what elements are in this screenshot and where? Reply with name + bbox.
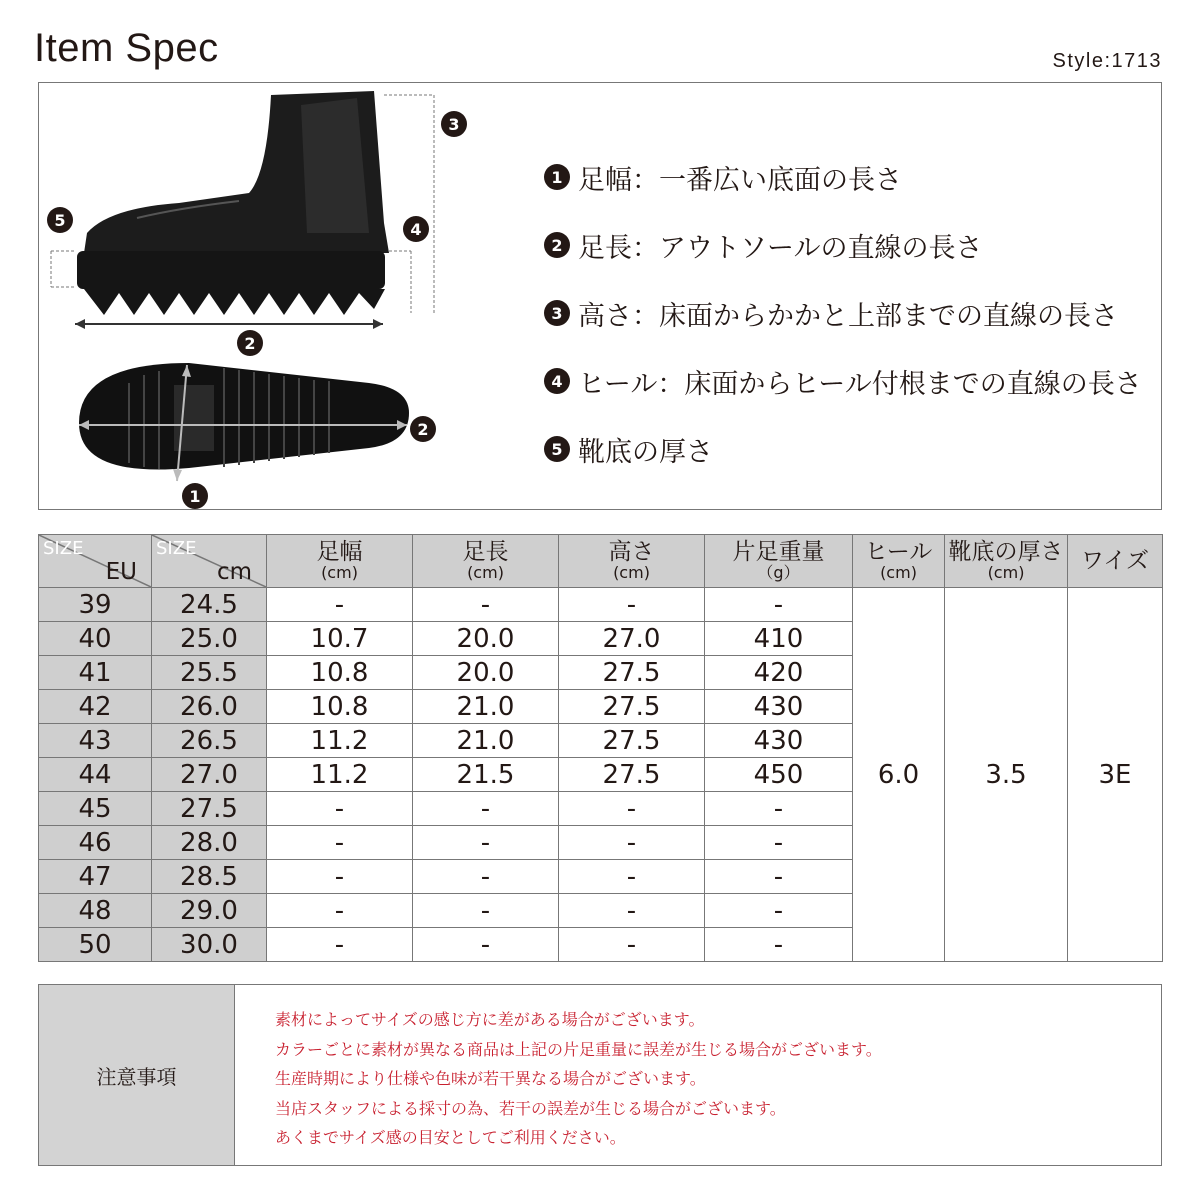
legend-item <box>544 279 1142 347</box>
cell-height: - <box>559 826 705 860</box>
cell-eu: 39 <box>39 588 152 622</box>
number-badge: 4 <box>544 368 570 394</box>
legend-item <box>544 347 1142 415</box>
legend-text: 靴底の厚さ <box>578 436 713 468</box>
cell-height: - <box>559 588 705 622</box>
cell-height: 27.5 <box>559 724 705 758</box>
note-line: あくまでサイズ感の目安としてご利用ください。 <box>275 1128 626 1147</box>
cell-width: 10.8 <box>267 690 413 724</box>
cell-cm: 26.0 <box>152 690 267 724</box>
cell-length: - <box>413 588 559 622</box>
cell-width: - <box>267 792 413 826</box>
cell-length: 20.0 <box>413 622 559 656</box>
cell-eu: 45 <box>39 792 152 826</box>
cell-width: 11.2 <box>267 758 413 792</box>
cell-length: - <box>413 860 559 894</box>
cell-height: - <box>559 860 705 894</box>
cell-weight: 410 <box>705 622 853 656</box>
note-line: 生産時期により仕様や色味が若干異なる場合がございます。 <box>275 1069 706 1088</box>
note-line: 当店スタッフによる採寸の為、若干の誤差が生じる場合がございます。 <box>275 1098 786 1118</box>
header-sole: 靴底の厚さ (cm) <box>945 535 1068 588</box>
cell-length: 21.5 <box>413 758 559 792</box>
style-code: Style:1713 <box>1052 50 1162 72</box>
cell-weight: 420 <box>705 656 853 690</box>
number-badge: 2 <box>544 232 570 258</box>
cell-length: 21.0 <box>413 724 559 758</box>
cell-cm: 29.0 <box>152 894 267 928</box>
cell-eu: 47 <box>39 860 152 894</box>
cell-length: 20.0 <box>413 656 559 690</box>
cell-weight: 430 <box>705 690 853 724</box>
page-title: Item Spec <box>34 26 219 70</box>
header-heel: ヒール (cm) <box>853 535 945 588</box>
legend-item <box>544 211 1142 279</box>
number-badge: 5 <box>544 436 570 462</box>
cell-cm: 25.0 <box>152 622 267 656</box>
cell-eu: 44 <box>39 758 152 792</box>
cell-width: - <box>267 588 413 622</box>
legend-item <box>544 415 1142 483</box>
number-badge: 3 <box>544 300 570 326</box>
cell-weight: - <box>705 860 853 894</box>
cell-height: 27.5 <box>559 656 705 690</box>
legend-item <box>544 143 1142 211</box>
cell-cm: 25.5 <box>152 656 267 690</box>
measurement-legend <box>544 143 1142 483</box>
cell-height: 27.5 <box>559 758 705 792</box>
cell-weight: - <box>705 894 853 928</box>
cell-eu: 48 <box>39 894 152 928</box>
legend-text: ヒール：床面からヒール付根までの直線の長さ <box>578 368 1142 400</box>
legend-text: 高さ：床面からかかと上部までの直線の長さ <box>578 300 1118 332</box>
legend-text: 足長：アウトソールの直線の長さ <box>578 232 983 264</box>
size-spec-table <box>38 534 1163 962</box>
note-line: カラーごとに素材が異なる商品は上記の片足重量に誤差が生じる場合がございます。 <box>275 1039 882 1059</box>
cell-length: - <box>413 792 559 826</box>
cell-weight: - <box>705 792 853 826</box>
cell-height: 27.5 <box>559 690 705 724</box>
cell-eu: 41 <box>39 656 152 690</box>
legend-text: 足幅：一番広い底面の長さ <box>578 164 902 196</box>
cell-cm: 26.5 <box>152 724 267 758</box>
cell-heel: 6.0 <box>853 588 945 962</box>
cell-eu: 43 <box>39 724 152 758</box>
cell-width: 11.2 <box>267 724 413 758</box>
cell-height: 27.0 <box>559 622 705 656</box>
header-height: 高さ (cm) <box>559 535 705 588</box>
header-length: 足長 (cm) <box>413 535 559 588</box>
cell-width: - <box>267 860 413 894</box>
cell-height: - <box>559 894 705 928</box>
cell-eu: 40 <box>39 622 152 656</box>
cell-width: - <box>267 928 413 962</box>
cell-wise: 3E <box>1068 588 1163 962</box>
cell-height: - <box>559 792 705 826</box>
header-weight: 片足重量 （g） <box>705 535 853 588</box>
cell-length: 21.0 <box>413 690 559 724</box>
cell-height: - <box>559 928 705 962</box>
header-width: 足幅 (cm) <box>267 535 413 588</box>
cell-weight: - <box>705 826 853 860</box>
notes-body <box>235 985 882 1165</box>
cell-cm: 27.5 <box>152 792 267 826</box>
table-row <box>39 588 1163 622</box>
cell-width: - <box>267 894 413 928</box>
sole-bottom-view <box>79 363 409 470</box>
note-line: 素材によってサイズの感じ方に差がある場合がございます。 <box>275 1010 705 1029</box>
cell-length: - <box>413 894 559 928</box>
cell-weight: - <box>705 588 853 622</box>
marker-1: 1 <box>182 483 208 509</box>
cell-length: - <box>413 826 559 860</box>
marker-4: 4 <box>403 216 429 242</box>
cell-sole: 3.5 <box>945 588 1068 962</box>
notes-panel <box>38 984 1162 1166</box>
diagram-panel <box>38 82 1162 510</box>
header-size-eu: SIZE EU <box>39 535 152 588</box>
boot-side-view <box>77 91 389 315</box>
cell-width: 10.8 <box>267 656 413 690</box>
cell-cm: 30.0 <box>152 928 267 962</box>
cell-cm: 24.5 <box>152 588 267 622</box>
cell-eu: 50 <box>39 928 152 962</box>
marker-3: 3 <box>441 111 467 137</box>
marker-2-side: 2 <box>237 330 263 356</box>
cell-eu: 42 <box>39 690 152 724</box>
cell-width: - <box>267 826 413 860</box>
notes-label: 注意事項 <box>39 985 235 1165</box>
cell-cm: 27.0 <box>152 758 267 792</box>
cell-width: 10.7 <box>267 622 413 656</box>
marker-2-sole: 2 <box>410 416 436 442</box>
cell-length: - <box>413 928 559 962</box>
cell-weight: - <box>705 928 853 962</box>
header-size-cm: SIZE cm <box>152 535 267 588</box>
number-badge: 1 <box>544 164 570 190</box>
table-header-row <box>39 535 1163 588</box>
cell-weight: 450 <box>705 758 853 792</box>
cell-weight: 430 <box>705 724 853 758</box>
cell-cm: 28.5 <box>152 860 267 894</box>
cell-eu: 46 <box>39 826 152 860</box>
marker-5: 5 <box>47 207 73 233</box>
header-wise: ワイズ <box>1068 535 1163 588</box>
cell-cm: 28.0 <box>152 826 267 860</box>
